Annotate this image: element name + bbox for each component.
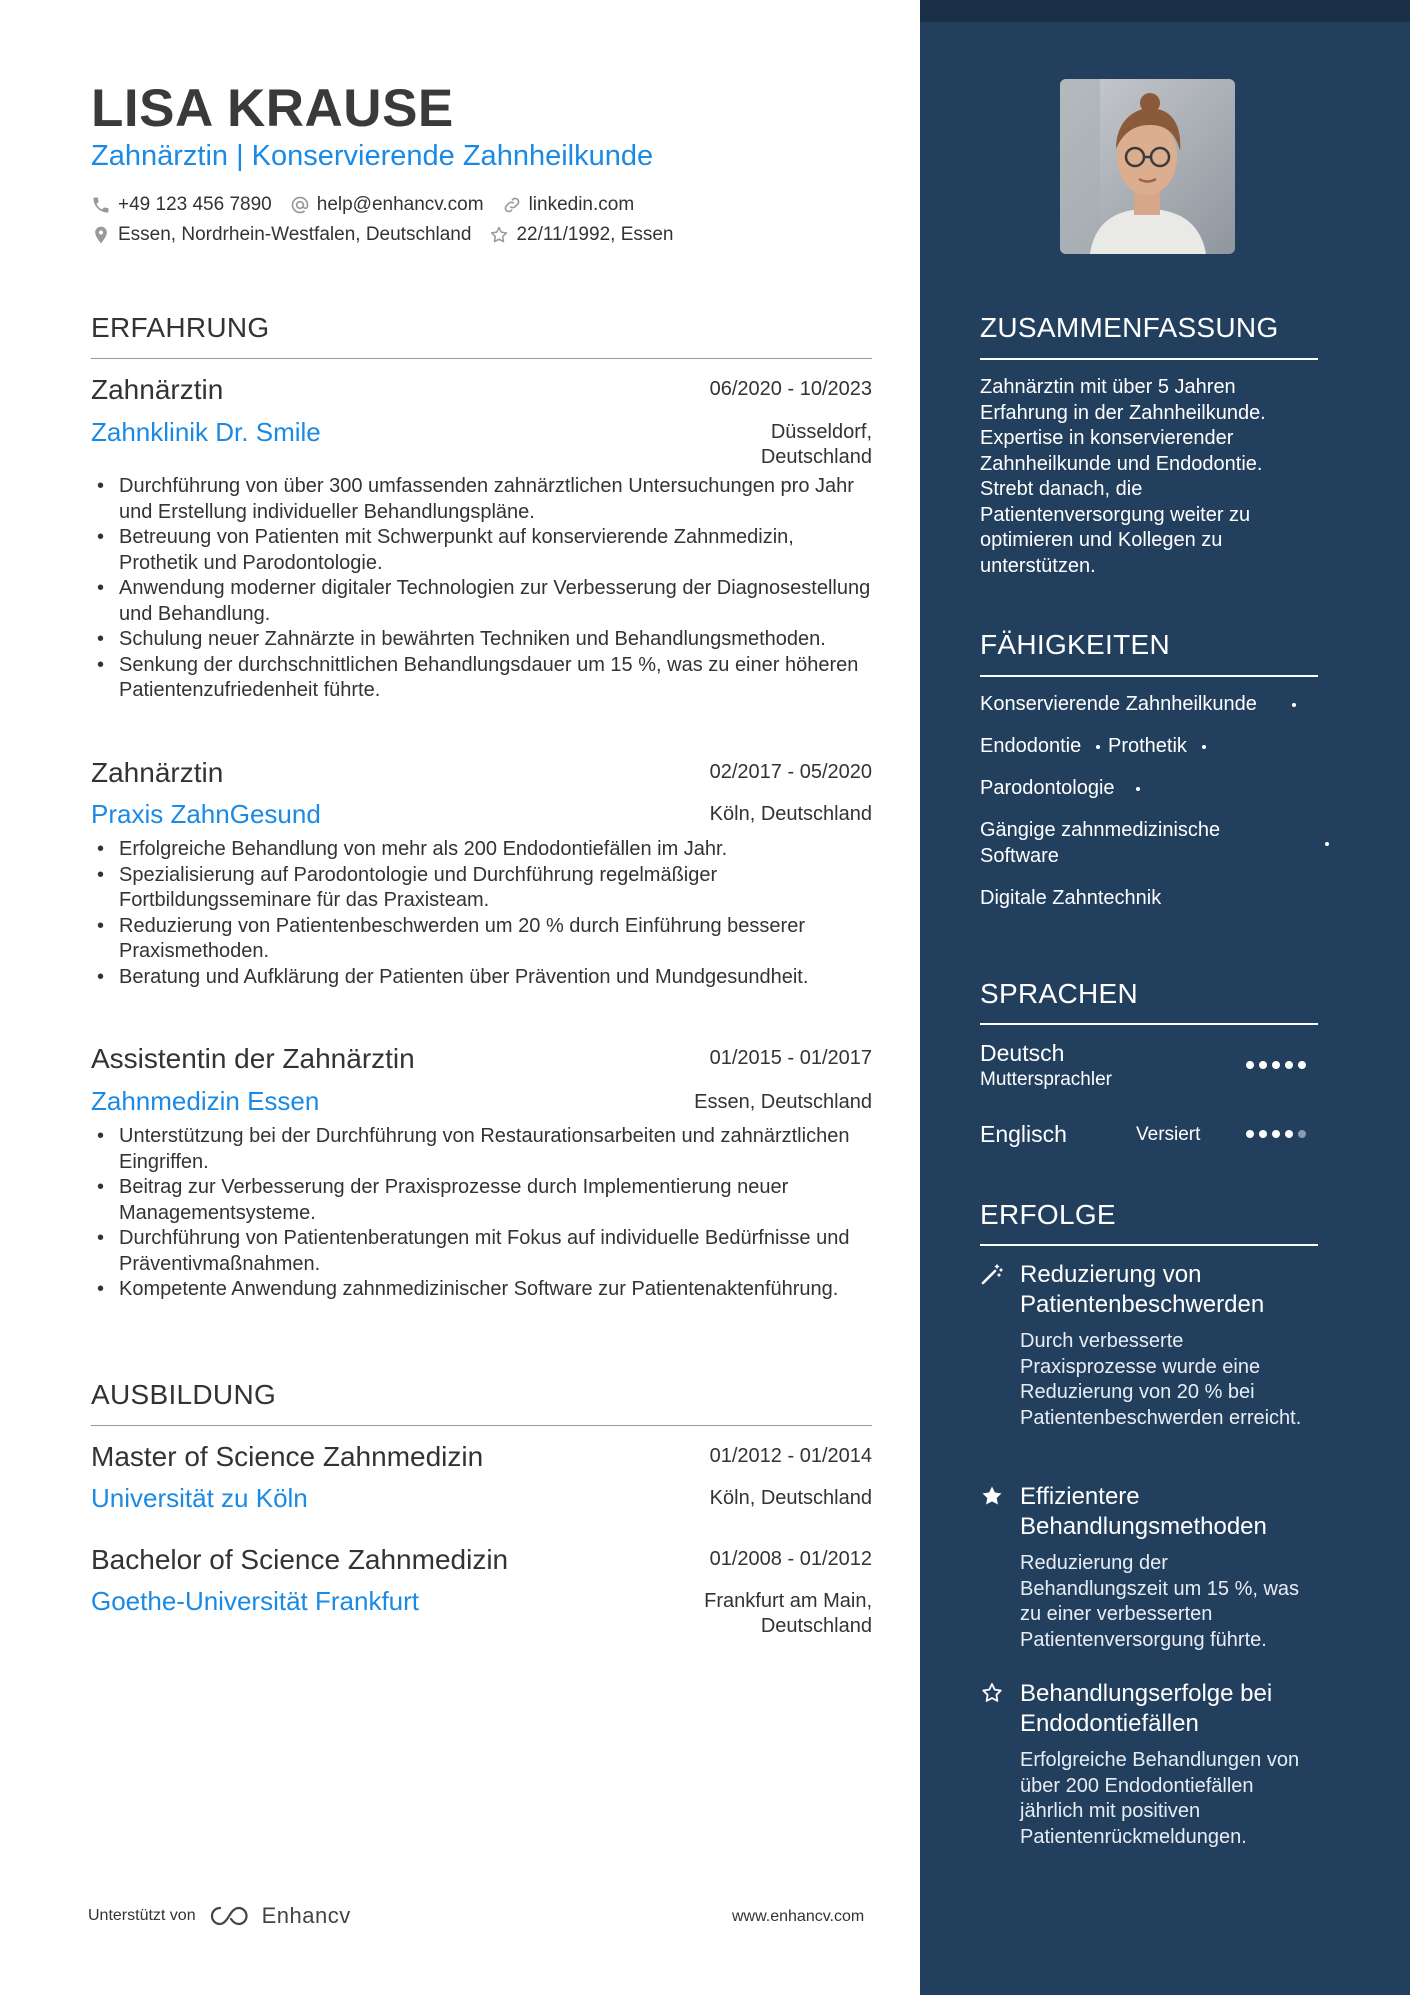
achievement-title: Effizientere Behandlungsmethoden bbox=[1020, 1483, 1267, 1540]
achievement-title: Behandlungserfolge bei Endodontiefällen bbox=[1020, 1680, 1273, 1737]
rating-dot bbox=[1246, 1061, 1254, 1069]
education-location-line: Deutschland bbox=[760, 1615, 872, 1637]
link-text[interactable]: linkedin.com bbox=[528, 194, 635, 215]
education-entry bbox=[91, 1544, 872, 1644]
profile-photo bbox=[1060, 79, 1235, 254]
languages-rule bbox=[980, 1023, 1318, 1025]
at-icon bbox=[290, 195, 310, 215]
achievement-desc: Erfolgreiche Behandlungen von über 200 Endodontiefällen jährlich mit positiven Patientenrückmeldungen. bbox=[1020, 1749, 1300, 1848]
entry-location-line: Deutschland bbox=[760, 446, 872, 468]
achievements-rule bbox=[980, 1244, 1318, 1246]
rating-dot-empty bbox=[1298, 1130, 1306, 1138]
rating-dot bbox=[1272, 1130, 1280, 1138]
entry-company: Zahnmedizin Essen bbox=[91, 1086, 320, 1116]
phone-text: +49 123 456 7890 bbox=[118, 194, 272, 215]
experience-entry bbox=[91, 1043, 872, 1343]
link-icon bbox=[502, 195, 522, 215]
language-name: Englisch bbox=[980, 1121, 1067, 1147]
language-name: Deutsch bbox=[980, 1040, 1065, 1066]
education-rule bbox=[91, 1425, 872, 1426]
phone-icon bbox=[91, 195, 111, 215]
contact-location bbox=[91, 224, 471, 246]
skill-separator bbox=[1096, 745, 1100, 749]
bullet-item: • Durchführung von über 300 umfassenden zahnärztlichen Untersuchungen pro Jahr und Erstellung individueller Behandlungspläne. bbox=[91, 474, 872, 525]
birth-text: 22/11/1992, Essen bbox=[516, 224, 674, 245]
skill-item: Prothetik bbox=[1108, 735, 1187, 757]
entry-location-line: Düsseldorf, bbox=[770, 421, 872, 443]
avatar bbox=[1060, 79, 1235, 254]
contact-row-1 bbox=[91, 194, 652, 216]
bullet-item: • Spezialisierung auf Parodontologie und Durchführung regelmäßiger Fortbildungsseminare für das Praxisteam. bbox=[91, 863, 872, 914]
rating-dot bbox=[1272, 1061, 1280, 1069]
enhancv-logo-icon bbox=[208, 1904, 254, 1928]
footer-url[interactable]: www.enhancv.com bbox=[732, 1908, 865, 1925]
entry-bullets bbox=[91, 1124, 872, 1303]
skill-separator bbox=[1292, 703, 1296, 707]
entry-company: Praxis ZahnGesund bbox=[91, 799, 321, 829]
star-outline-icon bbox=[489, 225, 509, 245]
summary-title: ZUSAMMENFASSUNG bbox=[980, 312, 1279, 343]
education-location-line: Frankfurt am Main, bbox=[704, 1590, 872, 1612]
entry-bullets bbox=[91, 474, 872, 704]
skill-separator bbox=[1136, 787, 1140, 791]
rating-dot bbox=[1246, 1130, 1254, 1138]
education-date: 01/2008 - 01/2012 bbox=[709, 1548, 872, 1570]
language-level: Versiert bbox=[1136, 1124, 1201, 1145]
experience-rule bbox=[91, 358, 872, 359]
education-location bbox=[632, 1589, 872, 1639]
experience-title: ERFAHRUNG bbox=[91, 312, 270, 343]
education-location bbox=[632, 1486, 872, 1511]
education-location-line: Köln, Deutschland bbox=[709, 1487, 872, 1509]
entry-location bbox=[632, 420, 872, 470]
sidebar-top-bar bbox=[920, 0, 1410, 22]
contact-email[interactable] bbox=[290, 194, 484, 216]
language-rating bbox=[1246, 1061, 1311, 1069]
bullet-item: • Reduzierung von Patientenbeschwerden um 20 % durch Einführung besserer Praxismethoden. bbox=[91, 914, 872, 965]
bullet-item: • Durchführung von Patientenberatungen mit Fokus auf individuelle Bedürfnisse und Präventivmaßnahmen. bbox=[91, 1226, 872, 1277]
powered-by-text: Unterstützt von bbox=[88, 1907, 196, 1924]
education-degree: Master of Science Zahnmedizin bbox=[91, 1441, 484, 1472]
candidate-name: LISA KRAUSE bbox=[91, 79, 454, 138]
bullet-item: • Schulung neuer Zahnärzte in bewährten Techniken und Behandlungsmethoden. bbox=[91, 627, 872, 653]
entry-date: 01/2015 - 01/2017 bbox=[709, 1047, 872, 1069]
entry-bullets bbox=[91, 837, 872, 990]
entry-role: Zahnärztin bbox=[91, 374, 224, 405]
language-level: Muttersprachler bbox=[980, 1069, 1112, 1090]
location-pin-icon bbox=[91, 225, 111, 245]
achievement-title: Reduzierung von Patientenbeschwerden bbox=[1020, 1261, 1265, 1318]
contact-row-2 bbox=[91, 224, 692, 246]
footer-powered-by bbox=[88, 1903, 351, 1929]
candidate-headline: Zahnärztin | Konservierende Zahnheilkunde bbox=[91, 140, 654, 172]
email-text[interactable]: help@enhancv.com bbox=[316, 194, 484, 215]
bullet-item: • Beitrag zur Verbesserung der Praxisprozesse durch Implementierung neuer Managementsysteme. bbox=[91, 1175, 872, 1226]
bullet-item: • Unterstützung bei der Durchführung von Restaurationsarbeiten und zahnärztlichen Eingriffen. bbox=[91, 1124, 872, 1175]
contact-birth bbox=[489, 224, 673, 246]
entry-location bbox=[632, 1090, 872, 1115]
rating-dot bbox=[1298, 1061, 1306, 1069]
skill-separator bbox=[1325, 842, 1329, 846]
entry-date: 06/2020 - 10/2023 bbox=[709, 378, 872, 400]
skill-item: Gängige zahnmedizinische Software bbox=[980, 819, 1221, 867]
contact-phone bbox=[91, 194, 272, 216]
education-entry bbox=[91, 1441, 872, 1521]
skill-separator bbox=[1202, 745, 1206, 749]
bullet-item: • Senkung der durchschnittlichen Behandlungsdauer um 15 %, was zu einer höheren Patientenzufriedenheit führte. bbox=[91, 653, 872, 704]
rating-dot bbox=[1259, 1130, 1267, 1138]
experience-entry bbox=[91, 757, 872, 1017]
star-outline-icon bbox=[980, 1681, 1004, 1705]
entry-location-line: Essen, Deutschland bbox=[694, 1091, 872, 1113]
rating-dot bbox=[1259, 1061, 1267, 1069]
location-text: Essen, Nordrhein-Westfalen, Deutschland bbox=[118, 224, 472, 245]
achievement-desc: Durch verbesserte Praxisprozesse wurde eine Reduzierung von 20 % bei Patientenbeschwerden erreicht. bbox=[1020, 1330, 1302, 1429]
entry-date: 02/2017 - 05/2020 bbox=[709, 761, 872, 783]
bullet-item: • Betreuung von Patienten mit Schwerpunkt auf konservierende Zahnmedizin, Prothetik und Parodontologie. bbox=[91, 525, 872, 576]
education-title: AUSBILDUNG bbox=[91, 1379, 277, 1410]
footer-brand: Enhancv bbox=[261, 1903, 351, 1928]
entry-location bbox=[632, 802, 872, 827]
entry-company: Zahnklinik Dr. Smile bbox=[91, 417, 321, 447]
skills-title: FÄHIGKEITEN bbox=[980, 629, 1170, 660]
achievements-title: ERFOLGE bbox=[980, 1199, 1116, 1230]
summary-rule bbox=[980, 358, 1318, 360]
entry-location-line: Köln, Deutschland bbox=[709, 803, 872, 825]
education-school: Goethe-Universität Frankfurt bbox=[91, 1586, 420, 1616]
skills-rule bbox=[980, 675, 1318, 677]
skill-item: Parodontologie bbox=[980, 777, 1115, 799]
bullet-item: • Erfolgreiche Behandlung von mehr als 200 Endodontiefällen im Jahr. bbox=[91, 837, 872, 863]
education-school: Universität zu Köln bbox=[91, 1483, 308, 1513]
skill-item: Konservierende Zahnheilkunde bbox=[980, 693, 1257, 715]
entry-role: Assistentin der Zahnärztin bbox=[91, 1043, 415, 1074]
bullet-item: • Anwendung moderner digitaler Technologien zur Verbesserung der Diagnosestellung und Behandlung. bbox=[91, 576, 872, 627]
bullet-item: • Kompetente Anwendung zahnmedizinischer Software zur Patientenaktenführung. bbox=[91, 1277, 872, 1303]
bullet-item: • Beratung und Aufklärung der Patienten über Prävention und Mundgesundheit. bbox=[91, 965, 872, 991]
entry-role: Zahnärztin bbox=[91, 757, 224, 788]
languages-title: SPRACHEN bbox=[980, 978, 1138, 1009]
skill-item: Endodontie bbox=[980, 735, 1082, 757]
contact-link[interactable] bbox=[502, 194, 635, 216]
achievement-desc: Reduzierung der Behandlungszeit um 15 %, was zu einer verbesserten Patientenversorgung führte. bbox=[1020, 1552, 1300, 1651]
summary-text: Zahnärztin mit über 5 Jahren Erfahrung in der Zahnheilkunde. Expertise in konservierender Zahnheilkunde und Endodontie. Strebt danach, die Patientenversorgung weiter zu optimieren und Kollegen zu unterstützen. bbox=[980, 376, 1266, 577]
star-filled-icon bbox=[980, 1484, 1004, 1508]
education-date: 01/2012 - 01/2014 bbox=[709, 1445, 872, 1467]
experience-entry bbox=[91, 374, 872, 734]
education-degree: Bachelor of Science Zahnmedizin bbox=[91, 1544, 509, 1575]
magic-wand-icon bbox=[980, 1262, 1004, 1286]
rating-dot bbox=[1285, 1061, 1293, 1069]
skill-item: Digitale Zahntechnik bbox=[980, 887, 1162, 909]
rating-dot bbox=[1285, 1130, 1293, 1138]
language-rating bbox=[1246, 1130, 1311, 1138]
